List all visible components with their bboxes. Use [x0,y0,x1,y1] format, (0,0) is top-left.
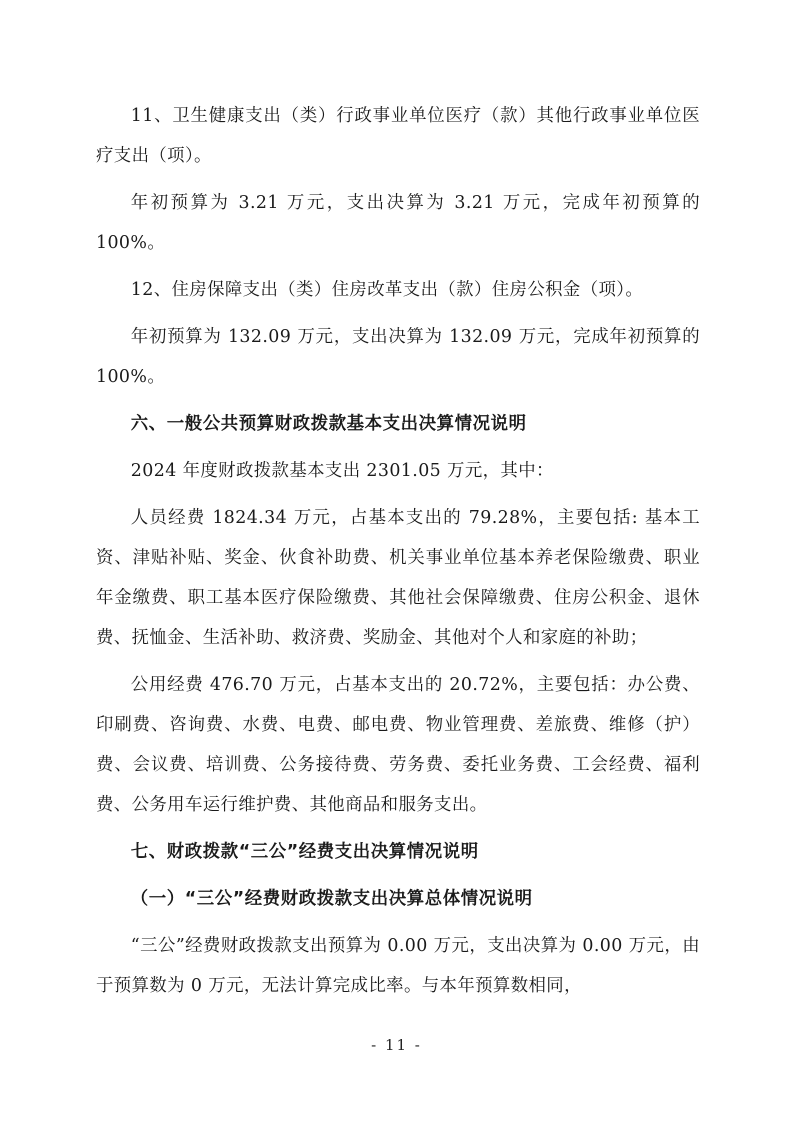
para-item-11: 11、卫生健康支出（类）行政事业单位医疗（款）其他行政事业单位医疗支出（项）。 [96,106,700,166]
page-number: - 11 - [371,1036,422,1054]
para-personnel-expenses: 人员经费 1824.34 万元，占基本支出的 79.28%，主要包括: 基本工资、津贴补贴、奖金、伙食补助费、机关事业单位基本养老保险缴费、职业年金缴费、职工基本医疗保险缴费、其他社会保障缴费、住房公积金、退休费、抚恤金、生活补助、救济费、奖励金、其他对个人和家庭的补助； [96,508,700,648]
heading-section-seven-one: （一）“三公”经费财政拨款支出决算总体情况说明 [130,889,533,909]
para-item-12: 12、住房保障支出（类）住房改革支出（款）住房公积金（项）。 [130,280,644,300]
document-body [96,96,700,1013]
para-item-12-detail: 年初预算为 132.09 万元，支出决算为 132.09 万元，完成年初预算的 100%。 [96,327,700,387]
para-item-11-detail: 年初预算为 3.21 万元，支出决算为 3.21 万元，完成年初预算的 100%。 [96,193,700,253]
heading-section-seven: 七、财政拨款“三公”经费支出决算情况说明 [130,842,479,862]
para-public-expenses: 公用经费 476.70 万元，占基本支出的 20.72%，主要包括：办公费、印刷费、咨询费、水费、电费、邮电费、物业管理费、差旅费、维修（护）费、会议费、培训费、公务接待费、劳务费、委托业务费、工会经费、福利费、公务用车运行维护费、其他商品和服务支出。 [96,675,700,815]
heading-section-six: 六、一般公共预算财政拨款基本支出决算情况说明 [130,414,527,434]
para-basic-expenditure-total: 2024 年度财政拨款基本支出 2301.05 万元，其中： [130,461,554,481]
para-three-public-expenses: “三公”经费财政拨款支出预算为 0.00 万元，支出决算为 0.00 万元，由于预算数为 0 万元，无法计算完成比率。与本年预算数相同， [96,936,700,996]
